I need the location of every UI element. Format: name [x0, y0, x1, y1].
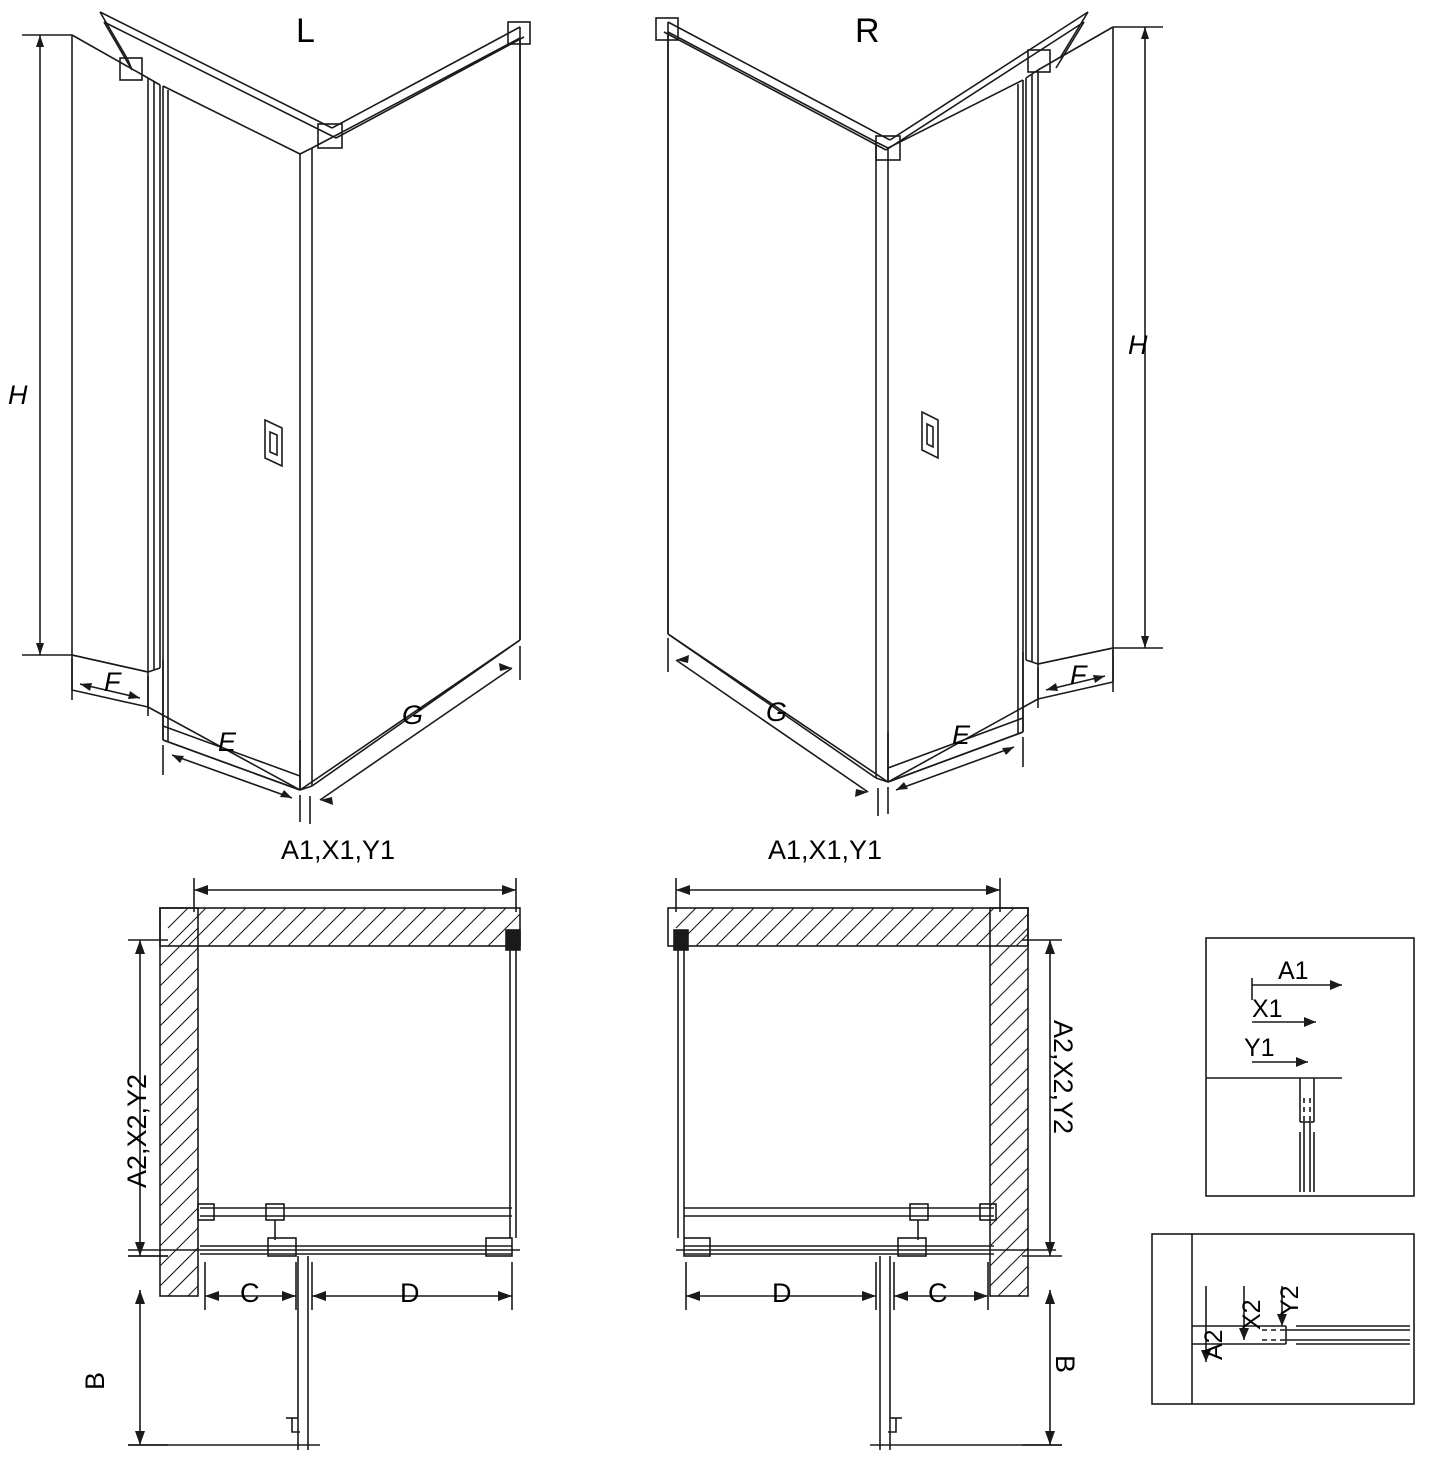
plan-right-b-label: B — [1050, 1355, 1080, 1374]
plan-left-side-dim-label: A2,X2,Y2 — [122, 1073, 152, 1188]
detail-top-x1-label: X1 — [1252, 995, 1283, 1023]
iso-right-f-label: F — [1070, 660, 1087, 690]
iso-left-f-label: F — [104, 667, 121, 697]
detail-box-top — [1206, 938, 1414, 1196]
plan-view-right — [668, 878, 1062, 1450]
iso-left-height-label: H — [8, 380, 28, 410]
title-right: R — [855, 12, 880, 50]
plan-left-top-dim-label: A1,X1,Y1 — [281, 835, 396, 865]
plan-left-d-label: D — [400, 1278, 420, 1308]
title-left: L — [296, 12, 315, 50]
iso-right-height-label: H — [1128, 330, 1148, 360]
plan-right-top-dim-label: A1,X1,Y1 — [768, 835, 883, 865]
iso-left-e-label: E — [218, 727, 237, 757]
iso-view-right — [656, 12, 1163, 816]
iso-left-g-label: G — [402, 700, 424, 730]
detail-top-y1-label: Y1 — [1244, 1034, 1275, 1062]
plan-right-side-dim-label: A2,X2,Y2 — [1048, 1020, 1078, 1135]
iso-view-left — [22, 12, 530, 824]
plan-view-left — [128, 878, 520, 1450]
plan-left-b-label: B — [80, 1371, 110, 1390]
detail-bottom-x2-label: X2 — [1238, 1299, 1266, 1330]
plan-right-c-label: C — [928, 1278, 948, 1308]
detail-top-a1-label: A1 — [1278, 957, 1309, 985]
plan-right-d-label: D — [772, 1278, 792, 1308]
iso-right-g-label: G — [766, 697, 788, 727]
plan-left-c-label: C — [240, 1278, 260, 1308]
detail-box-bottom — [1152, 1234, 1414, 1404]
detail-bottom-y2-label: Y2 — [1276, 1285, 1304, 1316]
iso-right-e-label: E — [952, 720, 971, 750]
detail-bottom-a2-label: A2 — [1200, 1329, 1228, 1360]
